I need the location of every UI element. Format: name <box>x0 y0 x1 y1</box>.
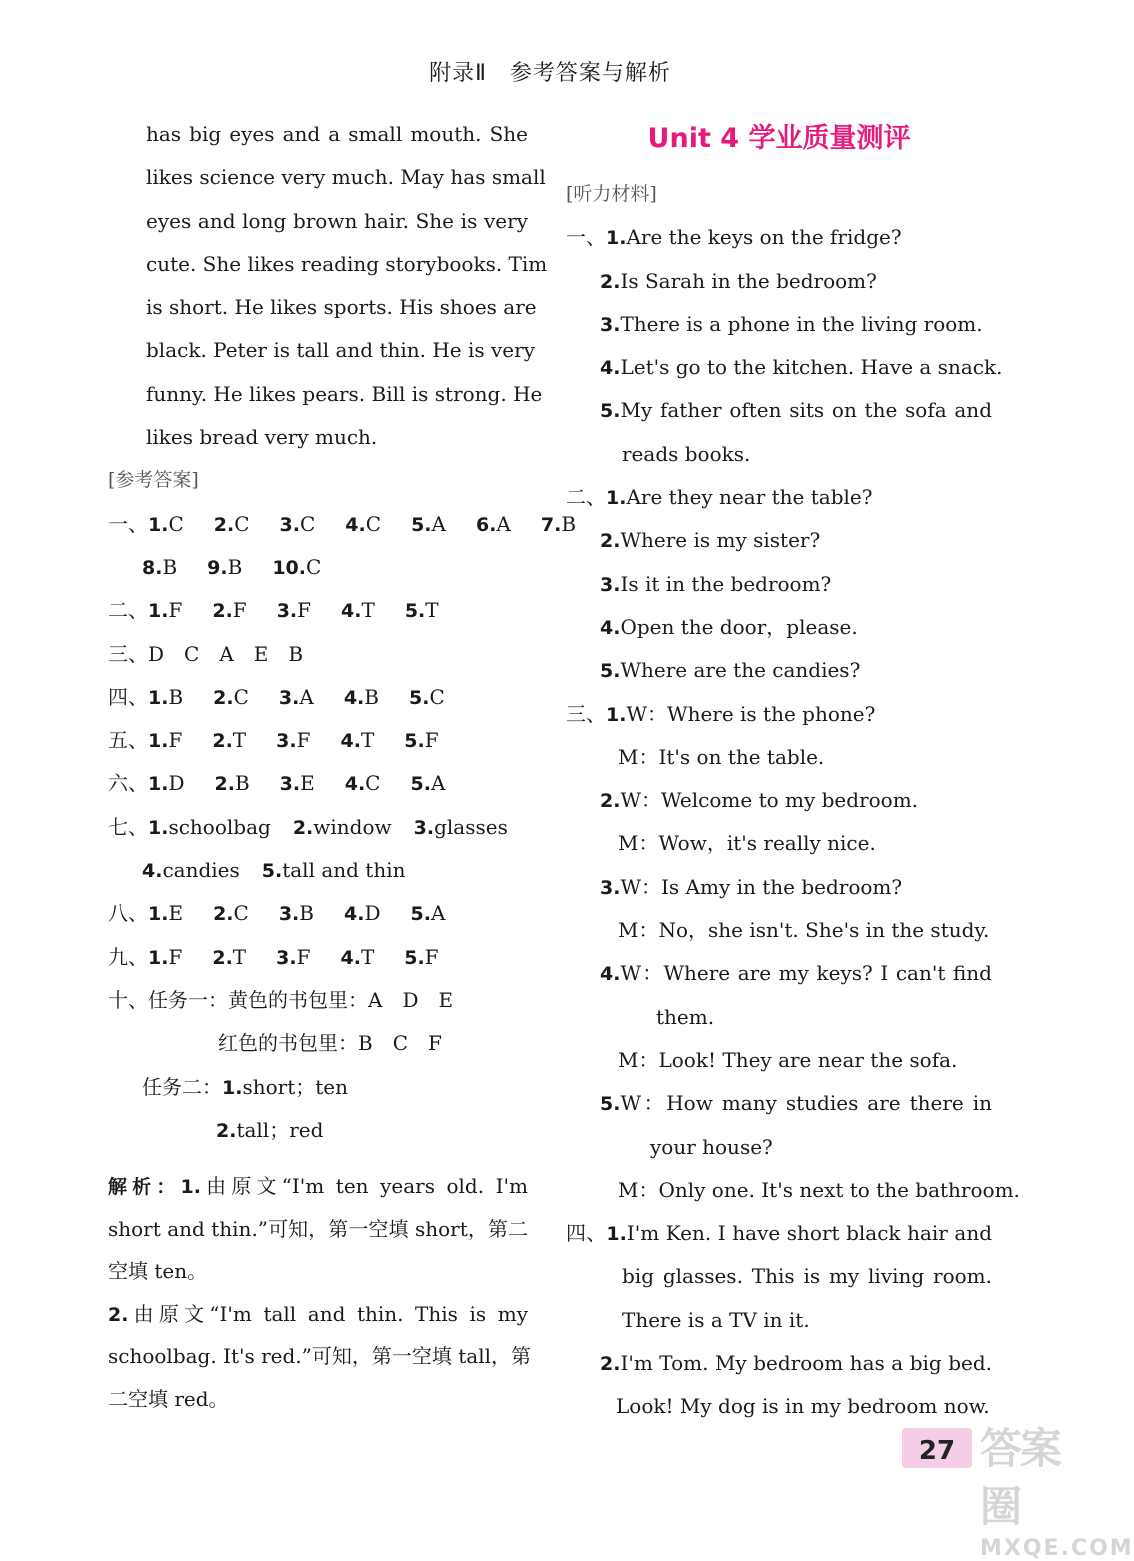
answer-item-value: window <box>313 814 392 839</box>
answer-item-number: 4. <box>340 730 361 753</box>
listening-line <box>566 1169 1020 1212</box>
listening-line <box>566 1255 992 1298</box>
answer-item <box>414 806 508 850</box>
answer-item-number: 2. <box>213 686 234 709</box>
answer-item <box>345 762 381 806</box>
answer-item <box>148 503 184 547</box>
answer-item-value: A <box>299 684 314 709</box>
answer-item-number: 1. <box>148 600 169 623</box>
answer-item-number: 9. <box>207 556 228 579</box>
item-number: 2. <box>600 790 621 813</box>
listening-line <box>566 1082 992 1125</box>
line-text: I'm Tom. My bedroom has a big bed. <box>620 1351 992 1376</box>
answer-row <box>108 892 528 935</box>
left-column <box>108 113 577 1420</box>
answer-item <box>148 719 182 763</box>
listening-passage <box>108 113 548 459</box>
analysis-text: 由原文“I'm ten years old. I'm <box>200 1174 528 1199</box>
listening-line <box>566 433 992 476</box>
listening-line <box>566 779 992 822</box>
answer-item-number: 6. <box>475 513 497 536</box>
answer-item <box>214 503 250 547</box>
task2-line2: 2.tall；red <box>216 1117 324 1142</box>
answer-item <box>148 936 182 980</box>
answer-section-number: 二、 <box>108 598 148 623</box>
answer-item-value: B <box>234 771 250 796</box>
answer-item-number: 5. <box>408 686 430 709</box>
answer-item-number: 4. <box>343 903 365 926</box>
task1-yellow: 十、任务一：黄色的书包里：A D E <box>108 987 454 1012</box>
answer-item-number: 4. <box>345 513 366 536</box>
listening-line <box>566 822 992 865</box>
answer-item-value: tall and thin <box>282 858 406 883</box>
answer-item <box>148 892 183 936</box>
section-number: 二、 <box>566 485 606 510</box>
analysis-text: 由原文“I'm tall and thin. This is my <box>128 1301 528 1326</box>
answer-item <box>344 892 381 936</box>
answer-row <box>108 546 528 589</box>
answer-item-number: 4. <box>341 600 362 623</box>
answer-label: [参考答案] <box>108 469 199 492</box>
answer-row <box>108 589 528 632</box>
analysis-number: 2. <box>108 1303 129 1326</box>
line-text: M：It's on the table. <box>618 744 825 769</box>
page-number: 27 <box>902 1428 972 1468</box>
listening-line <box>566 303 992 346</box>
line-text: them. <box>656 1004 715 1029</box>
answer-item <box>344 676 379 720</box>
right-column <box>566 113 1020 1429</box>
item-number: 1. <box>606 227 627 250</box>
listening-line <box>566 1342 992 1385</box>
answer-item <box>340 936 374 980</box>
line-text: Where are the candies? <box>620 658 861 683</box>
answer-item-number: 5. <box>261 860 283 883</box>
answer-item-number: 3. <box>276 946 297 969</box>
answer-item-value: F <box>296 728 311 753</box>
answer-item <box>213 892 249 936</box>
answer-item <box>262 849 406 893</box>
answer-item-number: 8. <box>142 556 163 579</box>
line-text: My father often sits on the sofa and <box>620 398 992 423</box>
answer-item-number: 3. <box>279 513 300 536</box>
answer-item-value: A <box>496 511 511 536</box>
listening-line <box>566 606 992 649</box>
line-text: M：Only one. It's next to the bathroom. <box>618 1177 1020 1202</box>
answer-item <box>148 589 182 633</box>
line-text: reads books. <box>622 441 751 466</box>
page-header: 附录Ⅱ 参考答案与解析 <box>429 61 671 86</box>
line-text: M：No，she isn't. She's in the study. <box>618 918 990 943</box>
answer-item-value: F <box>168 728 183 753</box>
passage-line: is short. He likes sports. His shoes are <box>146 295 537 320</box>
item-number: 5. <box>600 1093 621 1116</box>
answer-item <box>404 719 438 763</box>
answer-list <box>108 503 577 979</box>
line-text: Are the keys on the fridge? <box>626 225 902 250</box>
answer-section-number: 六、 <box>108 771 148 796</box>
listening-line <box>566 736 992 779</box>
passage-line: funny. He likes pears. Bill is strong. He <box>146 381 543 406</box>
passage-line: black. Peter is tall and thin. He is very <box>146 338 535 363</box>
answer-item-value: D <box>168 771 185 796</box>
answer-item <box>148 806 271 850</box>
answer-item-value: B <box>227 554 243 579</box>
answer-item-value: B <box>299 901 314 926</box>
listening-line <box>566 346 1003 389</box>
listening-line <box>566 389 992 432</box>
answer-item-value: E <box>168 901 184 926</box>
answer-item <box>212 719 246 763</box>
item-number: 1. <box>606 487 627 510</box>
item-number: 2. <box>600 1353 621 1376</box>
line-text: W：How many studies are there in <box>620 1091 992 1116</box>
answer-item-value: C <box>305 554 322 579</box>
answer-item-value: candies <box>162 858 240 883</box>
answer-item <box>280 503 316 547</box>
answer-item <box>276 719 310 763</box>
watermark-logo: 答案圈 MXQE.COM <box>980 1424 1134 1561</box>
analysis-text: schoolbag. It's red.”可知，第一空填 tall，第 <box>108 1344 532 1369</box>
answer-item <box>142 546 177 590</box>
answer-item-number: 5. <box>410 903 431 926</box>
item-number: 2. <box>600 270 621 293</box>
line-text: There is a phone in the living room. <box>620 311 983 336</box>
line-text: W：Where are my keys? I can't find <box>620 961 992 986</box>
answer-item-number: 4. <box>142 860 163 883</box>
answer-item-number: 1. <box>148 903 169 926</box>
item-number: 3. <box>600 313 621 336</box>
listening-line <box>566 952 992 995</box>
item-number: 1. <box>606 1223 627 1246</box>
answer-item-value: F <box>232 598 247 623</box>
answer-item <box>340 719 374 763</box>
listening-line <box>566 1385 992 1428</box>
answer-row <box>108 762 528 805</box>
answer-row <box>108 719 528 762</box>
answer-item <box>276 936 310 980</box>
line-text: Is it in the bedroom? <box>620 571 832 596</box>
answer-item-value: F <box>296 944 311 969</box>
task2-line1: 任务二：1.short；ten <box>142 1074 348 1099</box>
item-number: 4. <box>600 357 621 380</box>
listening-line <box>566 1039 992 1082</box>
answer-item <box>341 589 375 633</box>
analysis-label: 解析： <box>108 1176 181 1199</box>
answer-item <box>279 676 314 720</box>
task1-red: 红色的书包里：B C F <box>218 1031 442 1056</box>
line-text: W：Is Amy in the bedroom? <box>620 874 903 899</box>
answer-section-number: 四、 <box>108 684 148 709</box>
answer-item-value: F <box>168 598 183 623</box>
answer-item-number: 1. <box>148 773 169 796</box>
listening-line <box>566 476 992 519</box>
listening-line <box>566 1299 992 1342</box>
answer-row <box>108 849 528 892</box>
answer-item-number: 1. <box>148 730 169 753</box>
answer-item <box>148 676 183 720</box>
answer-item-value: C <box>365 511 382 536</box>
line-text: M：Look! They are near the sofa. <box>618 1047 958 1072</box>
line-text: I'm Ken. I have short black hair and <box>626 1221 993 1246</box>
answer-item <box>409 676 445 720</box>
answer-item <box>272 546 321 590</box>
answer-item-value: C <box>299 511 316 536</box>
answer-item <box>404 936 438 980</box>
answer-item-number: 3. <box>278 903 300 926</box>
answer-item <box>280 762 315 806</box>
passage-line: has big eyes and a small mouth. She <box>146 122 528 146</box>
line-text: W：Welcome to my bedroom. <box>620 788 919 813</box>
line-text: W：Where is the phone? <box>626 701 876 726</box>
item-number: 3. <box>600 573 621 596</box>
analysis-line <box>108 1335 532 1378</box>
answer-item-value: A <box>430 771 446 796</box>
line-text: big glasses. This is my living room. <box>622 1264 992 1289</box>
answer-item-number: 1. <box>148 946 169 969</box>
line-text: Where is my sister? <box>620 528 821 553</box>
answer-item-number: 5. <box>411 513 432 536</box>
answer-item-value: D <box>364 901 381 926</box>
answer-item-value: schoolbag <box>168 814 271 839</box>
answer-item-value: A <box>430 901 446 926</box>
answer-item-number: 10. <box>272 556 306 579</box>
analysis-line <box>108 1378 528 1421</box>
answer-item <box>148 762 185 806</box>
answer-item-number: 3. <box>276 730 297 753</box>
answer-item-value: glasses <box>434 814 508 839</box>
passage-line: cute. She likes reading storybooks. Tim <box>146 251 548 276</box>
analysis-section <box>108 1165 532 1420</box>
listening-line <box>566 693 992 736</box>
answer-item-value: E <box>300 771 315 796</box>
line-text: Open the door，please. <box>620 614 858 639</box>
analysis-text: short and thin.”可知，第一空填 short，第二 <box>108 1216 528 1241</box>
answer-item <box>142 849 240 893</box>
answer-item-number: 5. <box>410 773 431 796</box>
answer-item <box>213 676 249 720</box>
answer-item-value: T <box>361 598 375 623</box>
answer-item-value: F <box>424 944 439 969</box>
passage-line: eyes and long brown hair. She is very <box>146 208 528 233</box>
answer-item-value: A <box>431 511 446 536</box>
answer-item-value: C <box>429 684 445 709</box>
listening-line <box>566 909 992 952</box>
answer-item-value: C <box>365 771 381 796</box>
answer-item-value: C <box>233 901 249 926</box>
answer-item-number: 2. <box>212 730 233 753</box>
listening-line <box>566 216 992 259</box>
listening-line <box>566 1126 992 1169</box>
listening-line <box>566 260 992 303</box>
answer-item <box>345 503 381 547</box>
analysis-number: 1. <box>180 1176 201 1199</box>
line-text: Let's go to the kitchen. Have a snack. <box>620 355 1003 380</box>
line-text: M：Wow，it's really nice. <box>618 831 876 856</box>
answer-item-number: 3. <box>413 816 435 839</box>
answer-row <box>108 676 528 719</box>
answer-item-number: 5. <box>404 730 425 753</box>
line-text: your house? <box>650 1134 773 1159</box>
line-text: There is a TV in it. <box>622 1307 810 1332</box>
answer-row <box>108 503 577 546</box>
analysis-line <box>108 1293 528 1336</box>
answer-item-number: 3. <box>276 600 298 623</box>
answer-item-number: 2. <box>213 903 234 926</box>
answer-item-value: T <box>232 944 247 969</box>
answer-item-value: T <box>360 944 375 969</box>
answer-item-number: 3. <box>279 773 301 796</box>
answer-item-value: C <box>234 511 250 536</box>
answer-item-number: 4. <box>344 773 366 796</box>
passage-line: likes science very much. May has small <box>146 165 546 190</box>
answer-item <box>207 546 242 590</box>
line-text: Is Sarah in the bedroom? <box>620 268 877 293</box>
answer-item-value: F <box>424 728 439 753</box>
item-number: 5. <box>600 400 621 423</box>
listening-line <box>566 866 992 909</box>
answer-section-number: 八、 <box>108 901 148 926</box>
listening-line <box>566 649 992 692</box>
answer-item <box>476 503 511 547</box>
answer-section-number: 九、 <box>108 944 148 969</box>
analysis-text: 空填 ten。 <box>108 1259 208 1284</box>
section-number: 一、 <box>566 225 606 250</box>
answer-item-number: 5. <box>404 946 425 969</box>
listening-line <box>566 996 992 1039</box>
answer-item-value: F <box>297 598 312 623</box>
answer-value: D C A E B <box>148 641 304 666</box>
answer-item-number: 4. <box>343 686 365 709</box>
answer-item <box>293 806 392 850</box>
answer-item-value: F <box>168 944 183 969</box>
answer-item-number: 1. <box>148 686 169 709</box>
answer-item-value: T <box>232 728 247 753</box>
answer-item-value: B <box>561 511 577 536</box>
answer-item <box>212 589 246 633</box>
listening-material <box>566 216 1020 1428</box>
answer-item-value: B <box>364 684 379 709</box>
answer-section-number: 三、 <box>108 641 148 666</box>
answer-item <box>405 589 439 633</box>
answer-item-number: 1. <box>148 816 169 839</box>
answer-item-value: C <box>168 511 184 536</box>
answer-row <box>108 806 528 849</box>
answer-section-number: 七、 <box>108 814 148 839</box>
answer-item-value: C <box>233 684 249 709</box>
answer-item-number: 2. <box>213 513 235 536</box>
answer-item <box>410 762 445 806</box>
answer-item-number: 3. <box>278 686 300 709</box>
item-number: 1. <box>606 703 627 726</box>
answer-item <box>279 892 314 936</box>
answer-item-number: 4. <box>340 946 361 969</box>
line-text: Look! My dog is in my bedroom now. <box>616 1394 990 1419</box>
listening-line <box>566 519 992 562</box>
listening-line <box>566 1212 992 1255</box>
passage-line: likes bread very much. <box>146 425 378 450</box>
answer-item-number: 2. <box>212 600 233 623</box>
analysis-line <box>108 1208 528 1251</box>
answer-row <box>108 936 528 979</box>
answer-item-value: T <box>360 728 375 753</box>
answer-item-number: 2. <box>292 816 314 839</box>
answer-item <box>410 892 445 936</box>
answer-item-value: T <box>425 598 439 623</box>
listening-line <box>566 563 992 606</box>
answer-item-number: 2. <box>214 773 235 796</box>
answer-item <box>277 589 311 633</box>
line-text: Are they near the table? <box>626 485 873 510</box>
answer-item <box>212 936 246 980</box>
item-number: 2. <box>600 530 621 553</box>
unit-title: Unit 4 学业质量测评 <box>647 123 911 154</box>
section-number: 三、 <box>566 701 606 726</box>
analysis-line <box>108 1250 528 1293</box>
answer-row <box>108 633 528 676</box>
analysis-text: 二空填 red。 <box>108 1386 229 1411</box>
answer-item <box>411 503 446 547</box>
answer-section-number: 五、 <box>108 728 148 753</box>
listening-label: [听力材料] <box>566 183 657 205</box>
answer-item-value: B <box>162 554 178 579</box>
analysis-line <box>108 1165 528 1208</box>
answer-item-value: B <box>168 684 184 709</box>
section-number: 四、 <box>566 1221 607 1246</box>
item-number: 4. <box>600 963 621 986</box>
answer-item <box>215 762 250 806</box>
answer-section-number: 一、 <box>108 511 148 536</box>
item-number: 3. <box>600 876 621 899</box>
answer-item-number: 7. <box>540 513 562 536</box>
answer-item-number: 1. <box>148 513 169 536</box>
answer-item-number: 2. <box>212 946 233 969</box>
answer-item-number: 5. <box>404 600 426 623</box>
item-number: 5. <box>600 660 621 683</box>
item-number: 4. <box>600 616 621 639</box>
